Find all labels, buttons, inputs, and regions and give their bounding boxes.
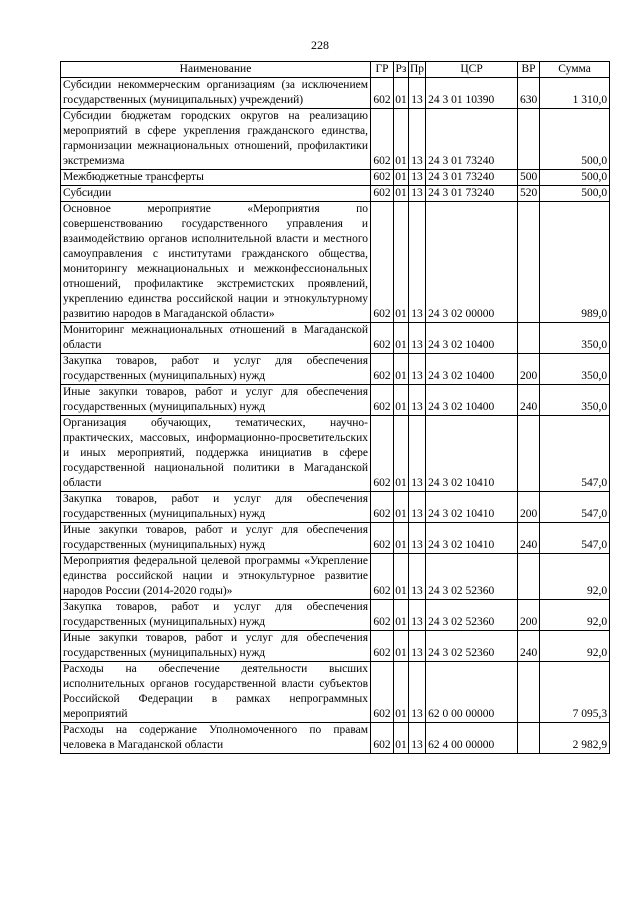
cell-pr: 13: [409, 600, 426, 631]
cell-gr: 602: [371, 600, 394, 631]
cell-pr: 13: [409, 202, 426, 323]
cell-vr: 200: [518, 354, 540, 385]
cell-csr: 24 3 02 52360: [426, 600, 518, 631]
cell-name: Организация обучающих, тематических, научно-практических, массовых, информационно-просветительских и иных мероприятий, поддержка инициатив в сфере государственной национальной политики в Магаданской области: [61, 416, 371, 492]
cell-gr: 602: [371, 202, 394, 323]
table-row: [61, 109, 610, 170]
cell-gr: 602: [371, 385, 394, 416]
cell-pr: 13: [409, 523, 426, 554]
table-row: [61, 492, 610, 523]
cell-name: Расходы на содержание Уполномоченного по правам человека в Магаданской области: [61, 723, 371, 754]
header-rz: Рз: [394, 62, 409, 78]
cell-csr: 24 3 01 73240: [426, 170, 518, 186]
cell-csr: 24 3 02 52360: [426, 554, 518, 600]
cell-pr: 13: [409, 631, 426, 662]
cell-name: Расходы на обеспечение деятельности высших исполнительных органов государственной власти субъектов Российской Федерации в рамках непрограммных мероприятий: [61, 662, 371, 723]
cell-name: Межбюджетные трансферты: [61, 170, 371, 186]
cell-name: Закупка товаров, работ и услуг для обеспечения государственных (муниципальных) нужд: [61, 600, 371, 631]
cell-csr: 24 3 02 10400: [426, 385, 518, 416]
cell-pr: 13: [409, 385, 426, 416]
cell-rz: 01: [394, 492, 409, 523]
header-vr: ВР: [518, 62, 540, 78]
cell-gr: 602: [371, 662, 394, 723]
table-body: [61, 78, 610, 754]
cell-rz: 01: [394, 523, 409, 554]
cell-csr: 24 3 01 10390: [426, 78, 518, 109]
table-row: [61, 554, 610, 600]
cell-sum: 92,0: [540, 554, 610, 600]
cell-rz: 01: [394, 600, 409, 631]
header-name: Наименование: [61, 62, 371, 78]
cell-name: Закупка товаров, работ и услуг для обеспечения государственных (муниципальных) нужд: [61, 492, 371, 523]
cell-name: Иные закупки товаров, работ и услуг для обеспечения государственных (муниципальных) нужд: [61, 523, 371, 554]
cell-vr: 200: [518, 600, 540, 631]
cell-sum: 350,0: [540, 385, 610, 416]
cell-rz: 01: [394, 354, 409, 385]
cell-vr: 240: [518, 385, 540, 416]
cell-sum: 500,0: [540, 109, 610, 170]
cell-sum: 547,0: [540, 492, 610, 523]
cell-sum: 92,0: [540, 600, 610, 631]
cell-vr: [518, 723, 540, 754]
cell-vr: 240: [518, 631, 540, 662]
cell-vr: 520: [518, 186, 540, 202]
cell-rz: 01: [394, 385, 409, 416]
cell-csr: 24 3 02 10410: [426, 416, 518, 492]
cell-csr: 24 3 01 73240: [426, 109, 518, 170]
table-row: [61, 170, 610, 186]
cell-vr: 630: [518, 78, 540, 109]
cell-pr: 13: [409, 416, 426, 492]
cell-pr: 13: [409, 554, 426, 600]
table-row: [61, 202, 610, 323]
cell-rz: 01: [394, 631, 409, 662]
table-row: [61, 662, 610, 723]
table-row: [61, 416, 610, 492]
table-row: [61, 186, 610, 202]
cell-rz: 01: [394, 662, 409, 723]
cell-csr: 62 4 00 00000: [426, 723, 518, 754]
cell-vr: [518, 554, 540, 600]
budget-table: [60, 61, 610, 754]
cell-gr: 602: [371, 492, 394, 523]
cell-csr: 24 3 02 00000: [426, 202, 518, 323]
cell-vr: [518, 109, 540, 170]
cell-rz: 01: [394, 78, 409, 109]
cell-vr: 500: [518, 170, 540, 186]
cell-name: Субсидии некоммерческим организациям (за исключением государственных (муниципальных) учреждений): [61, 78, 371, 109]
header-pr: Пр: [409, 62, 426, 78]
cell-sum: 92,0: [540, 631, 610, 662]
cell-sum: 7 095,3: [540, 662, 610, 723]
cell-gr: 602: [371, 523, 394, 554]
cell-sum: 350,0: [540, 323, 610, 354]
cell-name: Мониторинг межнациональных отношений в Магаданской области: [61, 323, 371, 354]
cell-sum: 2 982,9: [540, 723, 610, 754]
cell-gr: 602: [371, 554, 394, 600]
cell-vr: [518, 662, 540, 723]
cell-gr: 602: [371, 186, 394, 202]
cell-gr: 602: [371, 109, 394, 170]
cell-pr: 13: [409, 354, 426, 385]
cell-sum: 547,0: [540, 416, 610, 492]
cell-gr: 602: [371, 723, 394, 754]
cell-name: Иные закупки товаров, работ и услуг для обеспечения государственных (муниципальных) нужд: [61, 385, 371, 416]
cell-sum: 500,0: [540, 170, 610, 186]
table-row: [61, 600, 610, 631]
cell-csr: 24 3 02 10400: [426, 323, 518, 354]
header-sum: Сумма: [540, 62, 610, 78]
cell-csr: 24 3 02 52360: [426, 631, 518, 662]
cell-sum: 989,0: [540, 202, 610, 323]
cell-pr: 13: [409, 170, 426, 186]
cell-pr: 13: [409, 78, 426, 109]
cell-pr: 13: [409, 109, 426, 170]
header-gr: ГР: [371, 62, 394, 78]
cell-pr: 13: [409, 492, 426, 523]
cell-csr: 24 3 02 10410: [426, 492, 518, 523]
cell-pr: 13: [409, 662, 426, 723]
cell-gr: 602: [371, 354, 394, 385]
cell-gr: 602: [371, 416, 394, 492]
cell-name: Закупка товаров, работ и услуг для обеспечения государственных (муниципальных) нужд: [61, 354, 371, 385]
cell-csr: 24 3 02 10410: [426, 523, 518, 554]
header-row: [61, 62, 610, 78]
cell-rz: 01: [394, 170, 409, 186]
cell-vr: 200: [518, 492, 540, 523]
cell-csr: 24 3 01 73240: [426, 186, 518, 202]
cell-vr: [518, 202, 540, 323]
cell-sum: 1 310,0: [540, 78, 610, 109]
cell-gr: 602: [371, 323, 394, 354]
cell-vr: [518, 416, 540, 492]
cell-rz: 01: [394, 723, 409, 754]
cell-rz: 01: [394, 554, 409, 600]
cell-vr: 240: [518, 523, 540, 554]
cell-sum: 500,0: [540, 186, 610, 202]
table-row: [61, 723, 610, 754]
cell-rz: 01: [394, 323, 409, 354]
cell-rz: 01: [394, 109, 409, 170]
table-row: [61, 354, 610, 385]
cell-name: Мероприятия федеральной целевой программы «Укрепление единства российской нации и этнокультурное развитие народов России (2014-2020 годы)»: [61, 554, 371, 600]
cell-csr: 62 0 00 00000: [426, 662, 518, 723]
table-row: [61, 385, 610, 416]
cell-gr: 602: [371, 631, 394, 662]
header-csr: ЦСР: [426, 62, 518, 78]
cell-pr: 13: [409, 186, 426, 202]
table-row: [61, 323, 610, 354]
cell-pr: 13: [409, 323, 426, 354]
page-number: 228: [311, 38, 329, 52]
cell-pr: 13: [409, 723, 426, 754]
table-header: [61, 62, 610, 78]
cell-csr: 24 3 02 10400: [426, 354, 518, 385]
cell-name: Иные закупки товаров, работ и услуг для обеспечения государственных (муниципальных) нужд: [61, 631, 371, 662]
cell-name: Субсидии бюджетам городских округов на реализацию мероприятий в сфере укрепления гражданского единства, гармонизации межнациональных отношений, профилактики экстремизма: [61, 109, 371, 170]
cell-name: Основное мероприятие «Мероприятия по совершенствованию государственного управления и взаимодействию органов исполнительной власти и местного самоуправления с институтами гражданского общества, мониторингу межнациональных и межконфессиональных отношений, профилактике экстремистских проявлений, укреплению единства российской нации и этнокультурному развитию народов в Магаданской области»: [61, 202, 371, 323]
cell-gr: 602: [371, 78, 394, 109]
table-row: [61, 631, 610, 662]
table-row: [61, 78, 610, 109]
table-row: [61, 523, 610, 554]
cell-rz: 01: [394, 202, 409, 323]
cell-rz: 01: [394, 416, 409, 492]
cell-sum: 350,0: [540, 354, 610, 385]
cell-sum: 547,0: [540, 523, 610, 554]
cell-vr: [518, 323, 540, 354]
cell-name: Субсидии: [61, 186, 371, 202]
cell-rz: 01: [394, 186, 409, 202]
cell-gr: 602: [371, 170, 394, 186]
